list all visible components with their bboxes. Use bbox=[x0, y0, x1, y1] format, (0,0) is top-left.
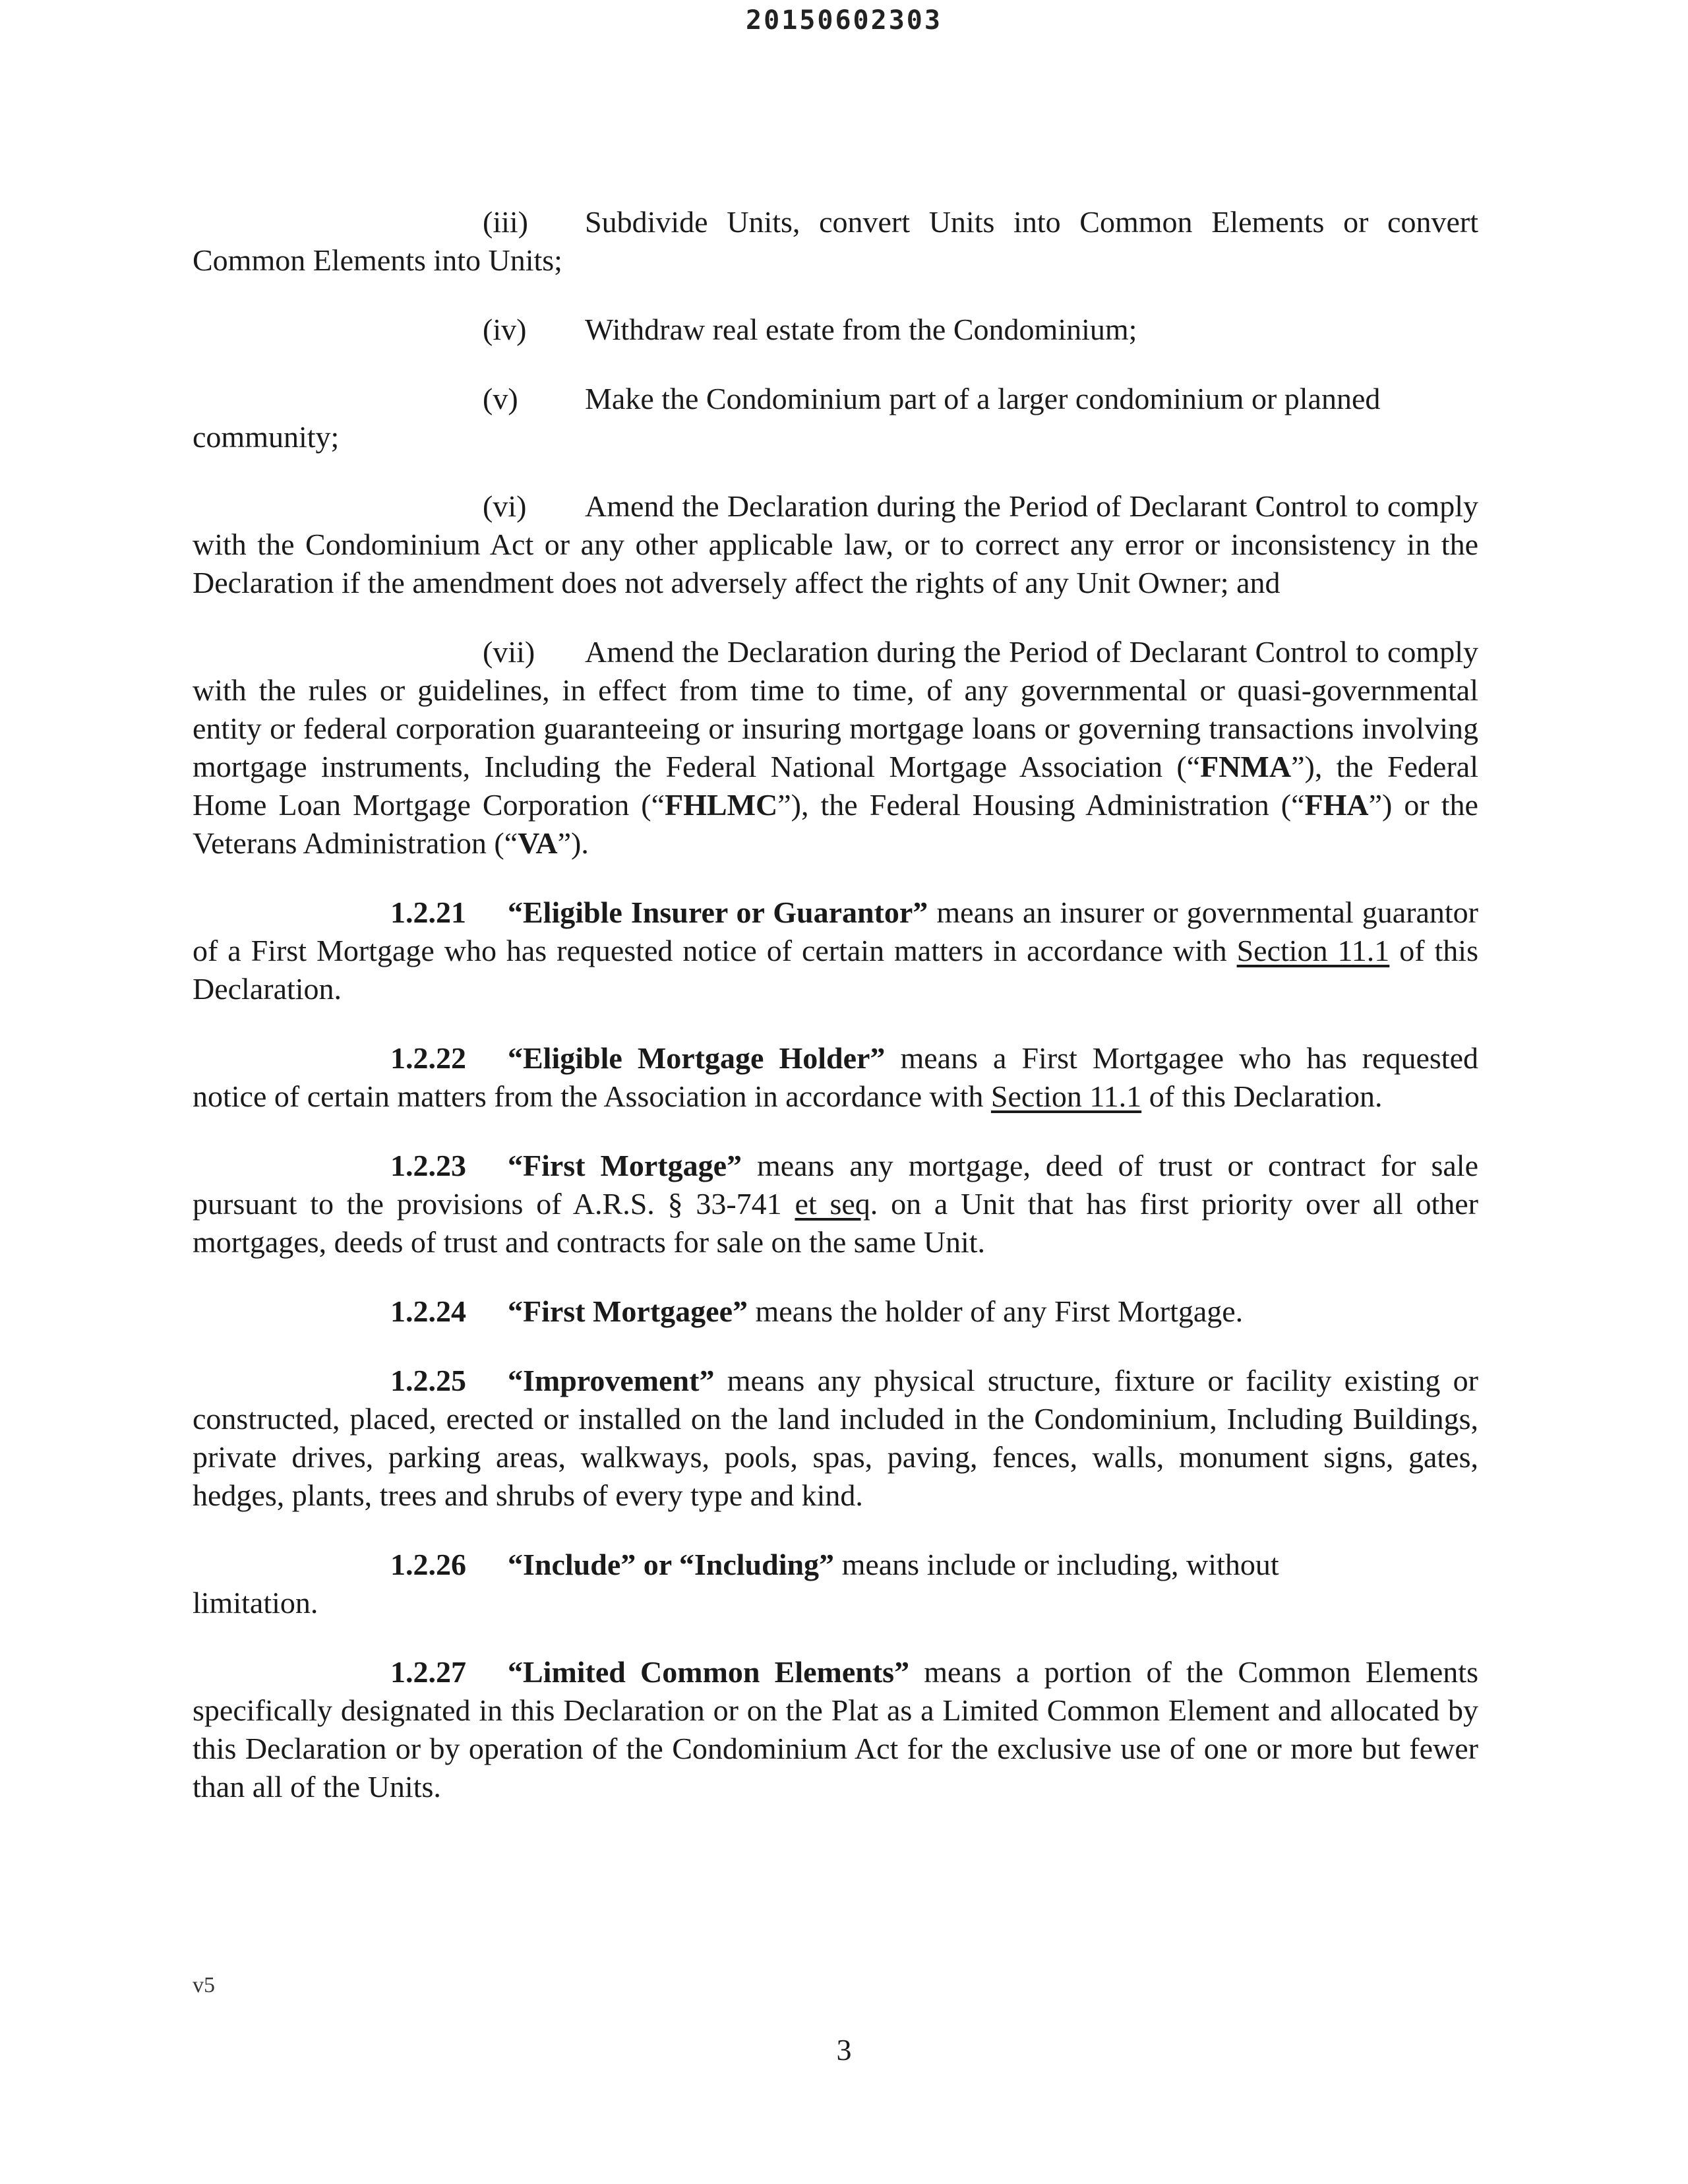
definition-text: means an insurer or governmental guarantor of a First Mortgage who has requested notice of certain matters in accordance with bbox=[193, 895, 1478, 967]
definition-text: means include or including, without bbox=[834, 1548, 1279, 1581]
item-number: (v) bbox=[483, 382, 518, 415]
section-number: 1.2.24 bbox=[390, 1294, 466, 1328]
item-number: (iv) bbox=[483, 313, 527, 346]
abbrev-va: VA bbox=[518, 826, 558, 860]
item-number: (vii) bbox=[483, 635, 535, 669]
definition-text: means a First Mortgagee who has requested notice of certain matters from the Association in accordance with bbox=[193, 1041, 1478, 1113]
defined-term: “Eligible Insurer or Guarantor” bbox=[508, 895, 928, 929]
defined-term: “Improvement” bbox=[508, 1364, 715, 1397]
abbrev-fha: FHA bbox=[1304, 788, 1369, 822]
abbrev-fhlmc: FHLMC bbox=[665, 788, 778, 822]
section-1-2-26 bbox=[193, 1546, 1478, 1584]
item-text: Amend the Declaration during the Period of Declarant Control to comply with the rules or guidelines, in effect from time to time, of any governmental or quasi-governmental entity or federal corporation guaranteeing or insuring mortgage loans or governing transactions involving mortgage instruments, Including the Federal National Mortgage Association (“ bbox=[193, 635, 1478, 783]
item-v-continuation: community; bbox=[193, 420, 340, 454]
version-label: v5 bbox=[193, 1973, 215, 1997]
item-v bbox=[193, 380, 1478, 418]
section-1-2-27 bbox=[193, 1653, 1478, 1806]
item-text: ”), the Federal Home Loan Mortgage Corporation (“ bbox=[193, 750, 1478, 822]
page-number: 3 bbox=[836, 2033, 852, 2067]
section-1-2-22 bbox=[193, 1039, 1478, 1116]
item-vi bbox=[193, 487, 1478, 602]
item-number: (vi) bbox=[483, 489, 527, 523]
section-number: 1.2.21 bbox=[390, 895, 466, 929]
item-text: Amend the Declaration during the Period of Declarant Control to comply with the Condominium Act or any other applicable law, or to correct any error or inconsistency in the Declaration if the amendment does not adversely affect the rights of any Unit Owner; and bbox=[193, 489, 1478, 599]
item-iv bbox=[193, 311, 1478, 349]
latin-reference: et seq bbox=[795, 1187, 870, 1221]
definition-text: of this Declaration. bbox=[193, 934, 1478, 1006]
item-number: (iii) bbox=[483, 205, 528, 239]
section-1-2-24 bbox=[193, 1292, 1478, 1331]
item-text: Withdraw real estate from the Condominium; bbox=[585, 313, 1137, 346]
section-number: 1.2.22 bbox=[390, 1041, 466, 1075]
abbrev-fnma: FNMA bbox=[1200, 750, 1292, 783]
section-number: 1.2.25 bbox=[390, 1364, 466, 1397]
document-body bbox=[193, 203, 1478, 1806]
section-reference: Section 11.1 bbox=[990, 1079, 1142, 1113]
item-iii bbox=[193, 203, 1478, 280]
section-reference: Section 11.1 bbox=[1236, 934, 1390, 967]
defined-term: “Limited Common Elements” bbox=[508, 1655, 910, 1689]
section-number: 1.2.27 bbox=[390, 1655, 466, 1689]
item-text: ”) or the Veterans Administration (“ bbox=[193, 788, 1478, 860]
recording-number: 20150602303 bbox=[746, 5, 942, 36]
defined-term: “First Mortgage” bbox=[508, 1149, 742, 1182]
section-number: 1.2.23 bbox=[390, 1149, 466, 1182]
definition-text: means the holder of any First Mortgage. bbox=[748, 1294, 1244, 1328]
definition-text: . on a Unit that has first priority over all other mortgages, deeds of trust and contracts for sale on the same Unit. bbox=[193, 1187, 1478, 1259]
section-1-2-25 bbox=[193, 1362, 1478, 1515]
defined-term: “Eligible Mortgage Holder” bbox=[508, 1041, 886, 1075]
item-vii bbox=[193, 633, 1478, 863]
defined-term: “Include” or “Including” bbox=[508, 1548, 835, 1581]
definition-text: means any physical structure, fixture or facility existing or constructed, placed, erected or installed on the land included in the Condominium, Including Buildings, private drives, parking areas, walkways, pools, spas, paving, fences, walls, monument signs, gates, hedges, plants, trees and shrubs of every type and kind. bbox=[193, 1364, 1478, 1512]
definition-text: means a portion of the Common Elements specifically designated in this Declaration or on the Plat as a Limited Common Element and allocated by this Declaration or by operation of the Condominium Act for the exclusive use of one or more but fewer than all of the Units. bbox=[193, 1655, 1478, 1804]
section-1-2-21 bbox=[193, 894, 1478, 1008]
defined-term: “First Mortgagee” bbox=[508, 1294, 748, 1328]
section-1-2-26-continuation: limitation. bbox=[193, 1586, 318, 1620]
item-text: Make the Condominium part of a larger condominium or planned bbox=[585, 382, 1381, 415]
definition-text: means any mortgage, deed of trust or contract for sale pursuant to the provisions of A.R.S. § 33-741 bbox=[193, 1149, 1478, 1221]
item-text: ”), the Federal Housing Administration (“ bbox=[777, 788, 1305, 822]
section-1-2-23 bbox=[193, 1147, 1478, 1261]
section-number: 1.2.26 bbox=[390, 1548, 466, 1581]
definition-text: of this Declaration. bbox=[1141, 1079, 1383, 1113]
item-text: ”). bbox=[557, 826, 589, 860]
item-text: Subdivide Units, convert Units into Common Elements or convert Common Elements into Units; bbox=[193, 205, 1478, 277]
